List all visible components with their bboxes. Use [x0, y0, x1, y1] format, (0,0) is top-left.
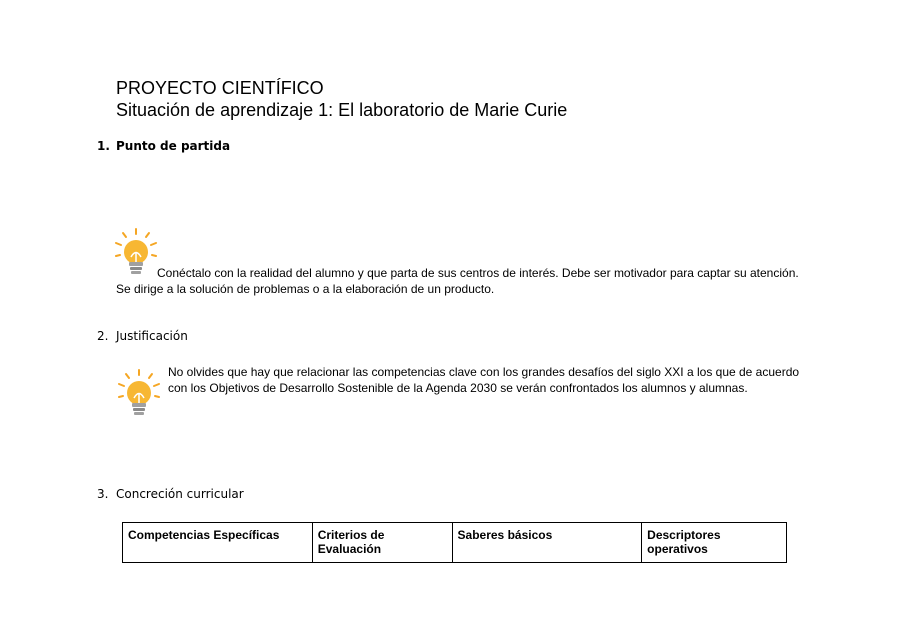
- document-title: [116, 77, 567, 121]
- table-header-cell: Competencias Específicas: [123, 523, 313, 563]
- section-2-paragraph: No olvides que hay que relacionar las competencias clave con los grandes desafíos del siglo XXI a los que de acuerdo con los Objetivos de Desarrollo Sostenible de la Agenda 2030 se verán confrontados los alumnos y alumnas.: [168, 365, 800, 395]
- section-number: 3.: [97, 487, 109, 501]
- section-1-text: [116, 265, 816, 297]
- section-heading-3: [97, 487, 244, 501]
- section-heading-2: [97, 329, 188, 343]
- section-number: 2.: [97, 329, 109, 343]
- section-heading-1: [97, 139, 230, 153]
- table-header-cell: Criterios de Evaluación: [312, 523, 452, 563]
- table-header-row: [123, 523, 787, 563]
- section-number: 1.: [97, 139, 110, 153]
- section-label: Punto de partida: [116, 139, 231, 153]
- section-label: Concreción curricular: [116, 487, 244, 501]
- lightbulb-icon: [117, 369, 161, 419]
- table-header-cell: Descriptores operativos: [642, 523, 787, 563]
- table-header-cell: Saberes básicos: [452, 523, 642, 563]
- title-line-1: PROYECTO CIENTÍFICO: [116, 78, 324, 98]
- title-line-2: Situación de aprendizaje 1: El laboratorio de Marie Curie: [116, 100, 568, 120]
- section-1-paragraph: Conéctalo con la realidad del alumno y que parta de sus centros de interés. Debe ser motivador para captar su atención. Se dirige a la solución de problemas o a la elaboración de un producto.: [116, 266, 799, 296]
- section-label: Justificación: [116, 329, 188, 343]
- curricular-table: [122, 522, 787, 563]
